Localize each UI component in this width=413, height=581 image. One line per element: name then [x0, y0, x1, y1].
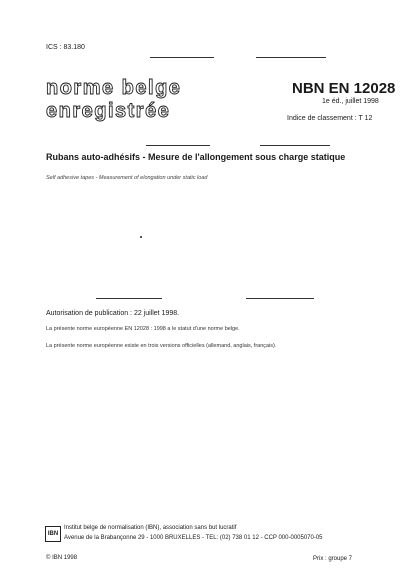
ibn-logo: IBN — [45, 526, 61, 542]
copyright: © IBN 1998 — [46, 555, 78, 561]
price-group: Prix : groupe 7 — [313, 556, 353, 562]
document-title-line1: norme belge — [46, 77, 182, 99]
classification-index: Indice de classement : T 12 — [287, 115, 373, 122]
divider-top-left — [150, 57, 214, 58]
english-title: Self adhesive tapes - Measurement of elongation under static load — [46, 175, 208, 181]
french-title: Rubans auto-adhésifs - Mesure de l'allongement sous charge statique — [46, 152, 346, 162]
document-title-line2: enregistrée — [46, 100, 171, 122]
divider-top-right — [256, 57, 326, 58]
publication-date: 1e éd., juillet 1998 — [322, 98, 379, 105]
authorization-text: Autorisation de publication : 22 juillet 1998. — [46, 310, 180, 317]
divider-lower-left — [96, 298, 162, 299]
status-paragraph: La présente norme européenne EN 12028 : 1998 a le statut d'une norme belge. — [46, 326, 240, 332]
divider-lower-right — [246, 298, 314, 299]
ics-code: ICS : 83.180 — [46, 44, 85, 51]
speck — [140, 236, 142, 238]
divider-mid-right — [260, 145, 330, 146]
divider-mid-left — [146, 145, 210, 146]
versions-paragraph: La présente norme européenne existe en trois versions officielles (allemand, anglais, français). — [46, 343, 277, 349]
institute-address: Avenue de la Brabançonne 29 - 1000 BRUXELLES - TEL: (02) 738 01 12 - CCP 000-0005070-05 — [64, 535, 323, 541]
institute-name: Institut belge de normalisation (IBN), association sans but lucratif — [64, 525, 237, 531]
standard-number: NBN EN 12028 — [292, 80, 396, 97]
